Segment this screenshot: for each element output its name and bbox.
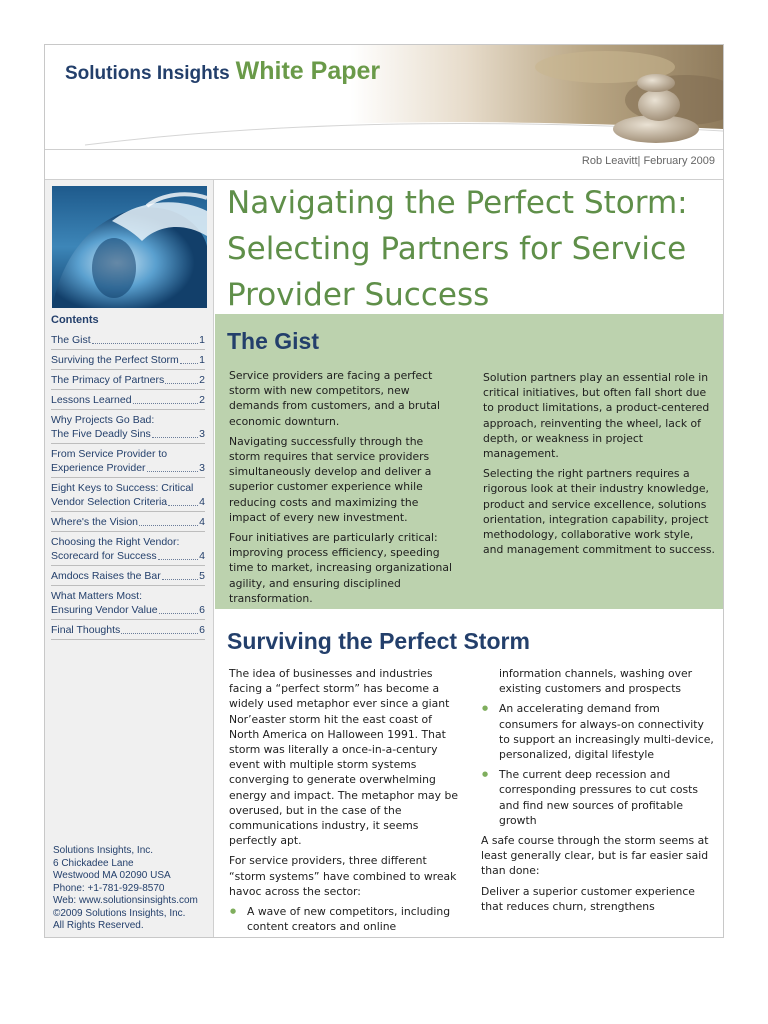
gist-heading: The Gist: [227, 328, 320, 354]
toc-page-number: 4: [199, 550, 205, 562]
section-column-1: [229, 666, 459, 938]
gist-paragraph: Selecting the right partners requires a rigorous look at their industry knowledge, product and service excellence, solutions orientation, integration capability, project methodology, collaborative work style, and management commitment to success.: [483, 467, 715, 557]
toc-item-title: Eight Keys to Success: Critical: [51, 482, 194, 494]
ocean-wave-photo: [52, 186, 207, 308]
toc-item-title: The Primacy of Partners: [51, 374, 165, 386]
toc-item-title: The Five Deadly Sins: [51, 428, 151, 440]
toc-item-title: Scorecard for Success: [51, 550, 157, 562]
toc-leader-dots: [162, 579, 198, 580]
toc-item-title: From Service Provider to: [51, 448, 168, 460]
toc-item[interactable]: [51, 478, 205, 512]
gist-column-2: [483, 370, 715, 562]
toc-leader-dots: [139, 525, 198, 526]
toc-item[interactable]: [51, 532, 205, 566]
toc-page-number: 1: [199, 334, 205, 346]
page-title: Navigating the Perfect Storm: Selecting Partners for Service Provider Success: [227, 185, 688, 313]
gist-paragraph: Service providers are facing a perfect storm with new competitors, new demands from customers, and a brutal economic downturn.: [229, 369, 441, 428]
toc-leader-dots: [133, 403, 199, 404]
body-paragraph: For service providers, three different “storm systems” have combined to wreak havoc across the sector:: [229, 854, 457, 898]
toc-leader-dots: [147, 471, 199, 472]
toc-item-title: Where's the Vision: [51, 516, 139, 528]
address-line: Solutions Insights, Inc.: [53, 845, 154, 856]
brand-logo: [65, 57, 380, 86]
table-of-contents: [51, 330, 205, 640]
toc-page-number: 6: [199, 624, 205, 636]
white-paper-page: [44, 44, 724, 938]
toc-page-number: 3: [199, 462, 205, 474]
address-line: Westwood MA 02090 USA: [53, 870, 171, 881]
toc-page-number: 4: [199, 516, 205, 528]
toc-page-number: 5: [199, 570, 205, 582]
toc-item-title: Lessons Learned: [51, 394, 132, 406]
address-line: Web: www.solutionsinsights.com: [53, 895, 198, 906]
toc-item-title: Experience Provider: [51, 462, 146, 474]
toc-item[interactable]: [51, 370, 205, 390]
gist-summary-box: [215, 314, 723, 609]
brand-name: Solutions Insights: [65, 63, 230, 84]
toc-item-title: Why Projects Go Bad:: [51, 414, 155, 426]
body-paragraph: Deliver a superior customer experience that reduces churn, strengthens: [481, 884, 695, 913]
section-column-2: [481, 666, 715, 919]
address-line: Phone: +1-781-929-8570: [53, 882, 165, 894]
toc-leader-dots: [121, 633, 198, 634]
gist-column-1: [229, 368, 457, 611]
sidebar: [45, 180, 214, 938]
gist-paragraph: Four initiatives are particularly critical: improving process efficiency, speeding time to market, increasing organizational agility, and ensuring disciplined transformation.: [229, 531, 453, 605]
toc-item-title: Choosing the Right Vendor:: [51, 536, 180, 548]
toc-item-title: Ensuring Vendor Value: [51, 604, 158, 616]
toc-page-number: 2: [199, 394, 205, 406]
toc-page-number: 1: [199, 354, 205, 366]
toc-item[interactable]: [51, 566, 205, 586]
gist-paragraph: Navigating successfully through the storm requires that service providers simultaneously develop and deliver a superior customer experience while reducing costs and maximizing the impact of every new investment.: [229, 434, 432, 524]
toc-leader-dots: [158, 559, 199, 560]
toc-leader-dots: [159, 613, 199, 614]
bullet-item: ● An accelerating demand from consumers for always-on connectivity to support an increasingly multi-device, personalized, digital lifestyle: [481, 701, 715, 762]
address-line: 6 Chickadee Lane: [53, 857, 134, 869]
body-paragraph: The idea of businesses and industries facing a “perfect storm” has become a widely used metaphor ever since a giant Nor’easter storm hit the east coast of North America on Halloween 1991. That storm was literally a once-in-a-century event with multiple storm systems converging to generate overwhelming energy and impact. The metaphor may be overused, but in the case of the communications industry, it seems perfectly apt.: [229, 667, 458, 848]
toc-page-number: 3: [199, 428, 205, 440]
toc-item[interactable]: [51, 512, 205, 532]
toc-page-number: 6: [199, 604, 205, 616]
toc-item-title: What Matters Most:: [51, 590, 143, 602]
document-type: White Paper: [235, 57, 381, 85]
toc-item[interactable]: [51, 390, 205, 410]
contents-heading: Contents: [51, 314, 99, 326]
toc-item-title: The Gist: [51, 334, 91, 346]
body-paragraph: A safe course through the storm seems at least generally clear, but is far easier said than done:: [481, 834, 709, 878]
toc-item[interactable]: [51, 350, 205, 370]
toc-page-number: 4: [199, 496, 205, 508]
toc-item[interactable]: [51, 330, 205, 350]
gist-paragraph: Solution partners play an essential role in critical initiatives, but often fall short due to product limitations, a product-centered approach, reinventing the wheel, lack of depth, or weakness in project management.: [483, 371, 710, 461]
toc-item-title: Final Thoughts: [51, 624, 121, 636]
bullet-continuation: information channels, washing over existing customers and prospects: [499, 667, 693, 696]
toc-leader-dots: [165, 383, 198, 384]
toc-item-title: Amdocs Raises the Bar: [51, 570, 161, 582]
toc-item[interactable]: [51, 444, 205, 478]
toc-item[interactable]: [51, 620, 205, 640]
company-address: [53, 845, 198, 933]
toc-leader-dots: [92, 343, 198, 344]
address-line: All Rights Reserved.: [53, 920, 144, 931]
bullet-item: ● A wave of new competitors, including content creators and online: [229, 904, 459, 934]
toc-item[interactable]: [51, 586, 205, 620]
address-line: ©2009 Solutions Insights, Inc.: [53, 907, 186, 919]
toc-item-title: Surviving the Perfect Storm: [51, 354, 179, 366]
section-heading: Surviving the Perfect Storm: [227, 628, 530, 654]
header-banner: [45, 45, 723, 149]
toc-item[interactable]: [51, 410, 205, 444]
toc-leader-dots: [168, 505, 198, 506]
bullet-item: ● The current deep recession and corresponding pressures to cut costs and find new sources of profitable growth: [481, 767, 715, 828]
header-divider: [45, 149, 723, 150]
toc-leader-dots: [180, 363, 198, 364]
toc-leader-dots: [152, 437, 198, 438]
author-date-byline: Rob Leavitt| February 2009: [581, 155, 715, 167]
toc-page-number: 2: [199, 374, 205, 386]
toc-item-title: Vendor Selection Criteria: [51, 496, 168, 508]
